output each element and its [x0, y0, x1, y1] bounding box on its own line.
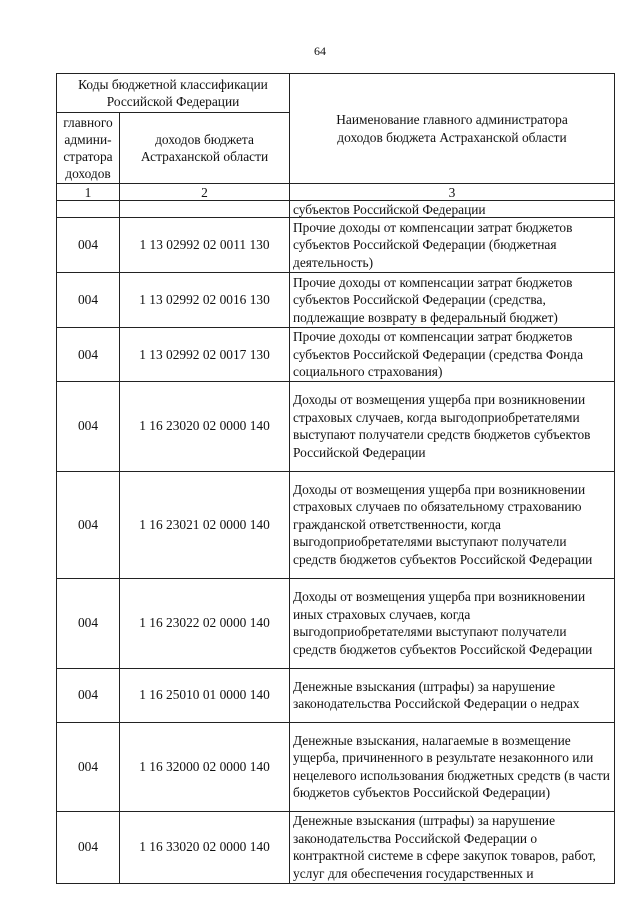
admin-code-cell: [57, 201, 120, 218]
budget-code-cell: 1 16 33020 02 0000 140: [120, 811, 290, 883]
admin-code-cell: 004: [57, 471, 120, 578]
header-codes-group: Коды бюджетной классификации Российской Федерации: [57, 74, 290, 113]
header-number-row: [57, 184, 615, 201]
revenue-name-cell: Доходы от возмещения ущерба при возникновении иных страховых случаев, когда выгодоприобретателями выступают получатели средств бюджетов субъектов Российской Федерации: [290, 578, 615, 668]
table-row: [57, 722, 615, 811]
admin-code-cell: 004: [57, 722, 120, 811]
admin-code-cell: 004: [57, 218, 120, 273]
revenue-name-cell: Доходы от возмещения ущерба при возникновении страховых случаев по обязательному страхованию гражданской ответственности, когда выгодоприобретателями выступают получатели средств бюджетов субъектов Российской Федерации: [290, 471, 615, 578]
revenue-name-cell: Прочие доходы от компенсации затрат бюджетов субъектов Российской Федерации (средства Фонда социального страхования): [290, 328, 615, 382]
table-row: [57, 668, 615, 722]
budget-code-cell: 1 16 32000 02 0000 140: [120, 722, 290, 811]
revenue-name-cell: Денежные взыскания (штрафы) за нарушение законодательства Российской Федерации о недрах: [290, 668, 615, 722]
revenue-name-cell: Доходы от возмещения ущерба при возникновении страховых случаев, когда выгодоприобретателями выступают получатели средств бюджетов субъектов Российской Федерации: [290, 381, 615, 471]
admin-code-cell: 004: [57, 578, 120, 668]
table-row: [57, 381, 615, 471]
table-row: [57, 328, 615, 382]
revenue-name-cell: Денежные взыскания, налагаемые в возмещение ущерба, причиненного в результате незаконного или нецелевого использования бюджетных средств (в части бюджетов субъектов Российской Федерации): [290, 722, 615, 811]
admin-code-cell: 004: [57, 381, 120, 471]
header-row-group: [57, 74, 615, 113]
column-number-3: 3: [290, 184, 615, 201]
budget-code-cell: 1 16 23021 02 0000 140: [120, 471, 290, 578]
revenue-name-cell: Прочие доходы от компенсации затрат бюджетов субъектов Российской Федерации (средства, подлежащие возврату в федеральный бюджет): [290, 273, 615, 328]
admin-code-cell: 004: [57, 273, 120, 328]
table-row: [57, 578, 615, 668]
table-row: [57, 218, 615, 273]
header-main-administrator: главного админи-стратора доходов: [57, 113, 120, 184]
table-row: [57, 811, 615, 883]
budget-code-cell: 1 13 02992 02 0017 130: [120, 328, 290, 382]
admin-code-cell: 004: [57, 328, 120, 382]
table-row: [57, 201, 615, 218]
admin-code-cell: 004: [57, 668, 120, 722]
table-row: [57, 471, 615, 578]
budget-code-cell: 1 16 23020 02 0000 140: [120, 381, 290, 471]
revenue-name-cell: Прочие доходы от компенсации затрат бюджетов субъектов Российской Федерации (бюджетная деятельность): [290, 218, 615, 273]
header-budget-revenue: доходов бюджета Астраханской области: [120, 113, 290, 184]
table-row: [57, 273, 615, 328]
budget-code-cell: 1 13 02992 02 0016 130: [120, 273, 290, 328]
budget-code-cell: [120, 201, 290, 218]
budget-code-cell: 1 13 02992 02 0011 130: [120, 218, 290, 273]
budget-code-cell: 1 16 23022 02 0000 140: [120, 578, 290, 668]
column-number-1: 1: [57, 184, 120, 201]
page-number: 64: [314, 44, 326, 58]
header-administrator-name: Наименование главного администратора доходов бюджета Астраханской области: [290, 74, 615, 184]
revenue-name-cell: субъектов Российской Федерации: [290, 201, 615, 218]
admin-code-cell: 004: [57, 811, 120, 883]
column-number-2: 2: [120, 184, 290, 201]
budget-code-cell: 1 16 25010 01 0000 140: [120, 668, 290, 722]
revenue-name-cell: Денежные взыскания (штрафы) за нарушение законодательства Российской Федерации о контрактной системе в сфере закупок товаров, работ, услуг для обеспечения государственных и: [290, 811, 615, 883]
budget-classification-table: [56, 73, 615, 884]
